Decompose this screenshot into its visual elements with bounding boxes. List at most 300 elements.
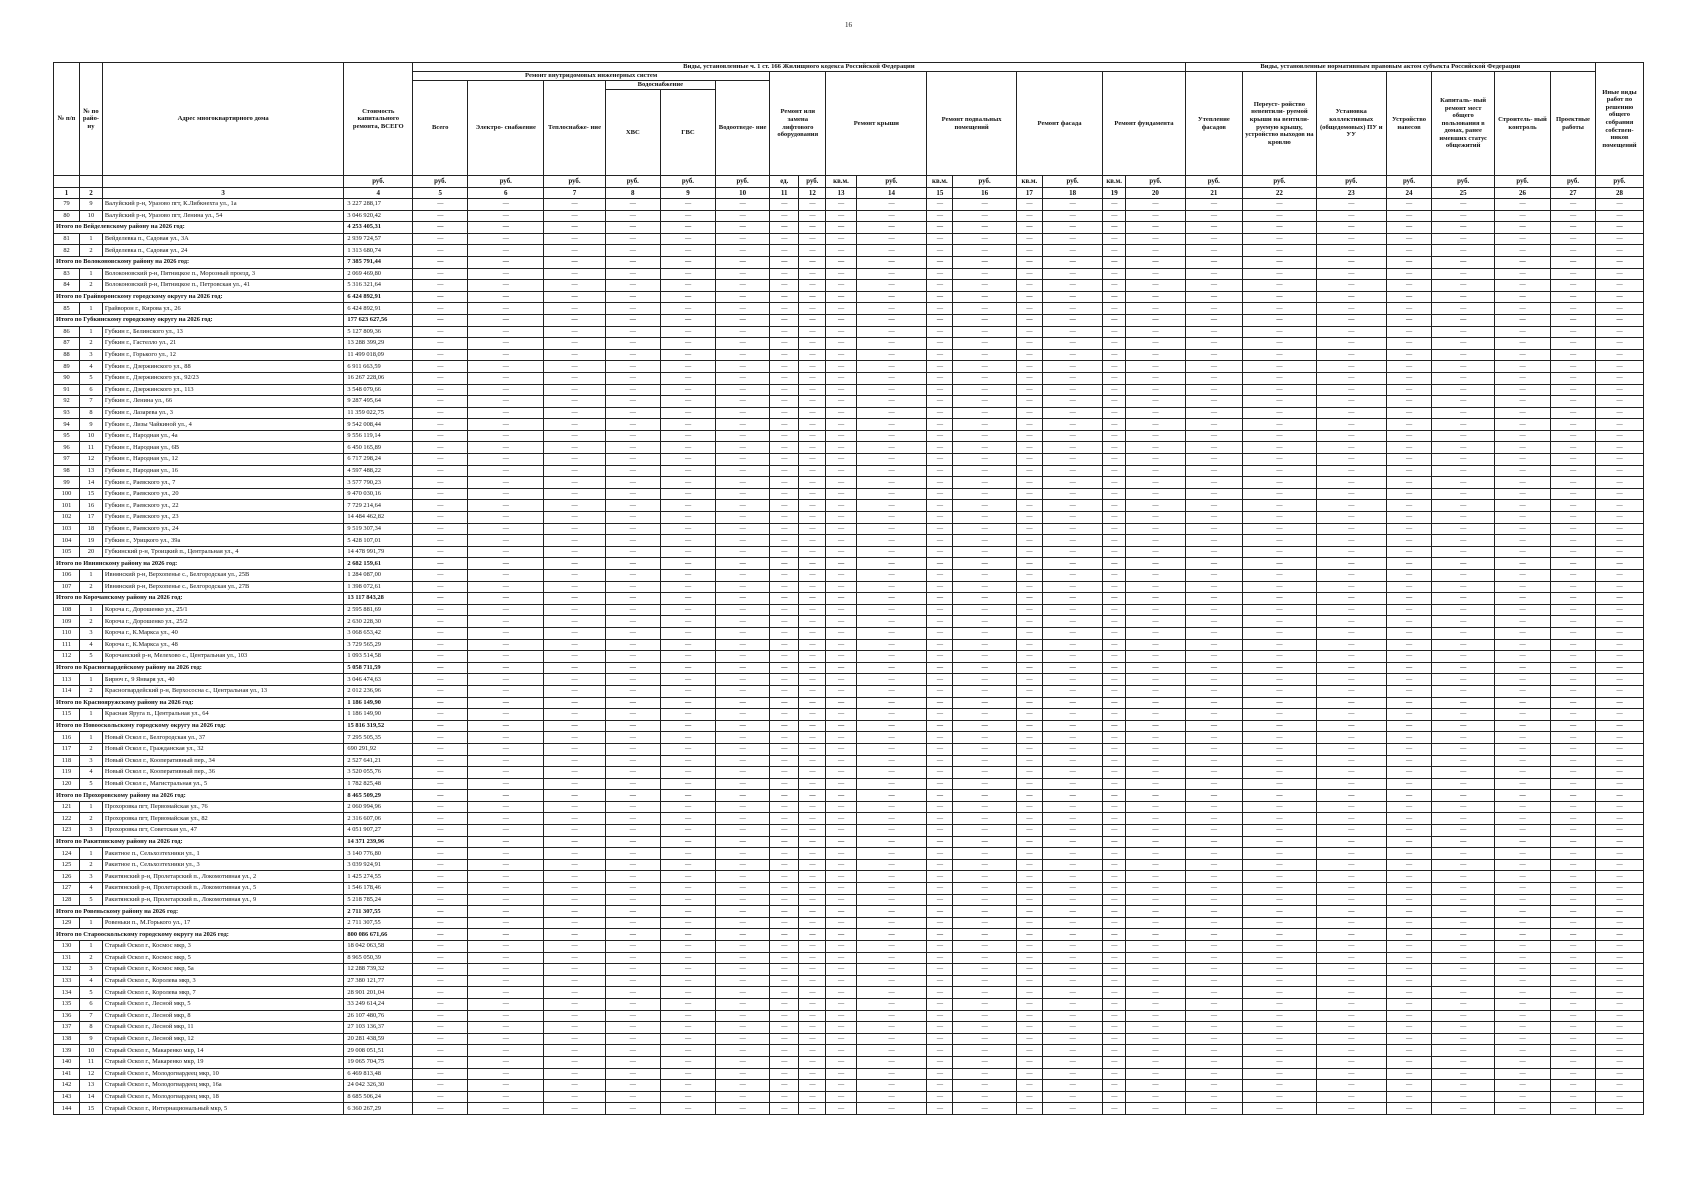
dash-cell: —: [660, 465, 715, 477]
unit-cell: ед.: [770, 176, 799, 188]
dash-cell: —: [927, 361, 953, 373]
dash-cell: —: [856, 1010, 927, 1022]
dash-cell: —: [1016, 1056, 1042, 1068]
dash-cell: —: [1126, 570, 1186, 582]
dash-cell: —: [856, 767, 927, 779]
dash-cell: —: [799, 813, 826, 825]
unit-cell: руб.: [1494, 176, 1550, 188]
dash-cell: —: [1316, 1045, 1386, 1057]
dash-cell: —: [770, 1045, 799, 1057]
dash-cell: —: [1185, 442, 1242, 454]
dash-cell: —: [770, 1068, 799, 1080]
dash-cell: —: [413, 407, 468, 419]
dash-cell: —: [1551, 1010, 1596, 1022]
dash-cell: —: [1551, 883, 1596, 895]
dash-cell: —: [770, 906, 799, 918]
table-row: [54, 349, 1644, 361]
dash-cell: —: [1185, 1091, 1242, 1103]
dash-cell: —: [1185, 454, 1242, 466]
col-header-electric: Электро- снабжение: [468, 81, 544, 176]
dash-cell: —: [660, 268, 715, 280]
dash-cell: —: [544, 743, 605, 755]
district-row-number: 7: [80, 396, 103, 408]
repair-cost: 9 470 030,16: [344, 488, 413, 500]
dash-cell: —: [660, 372, 715, 384]
dash-cell: —: [799, 836, 826, 848]
dash-cell: —: [1494, 454, 1550, 466]
district-row-number: 2: [80, 743, 103, 755]
dash-cell: —: [826, 697, 856, 709]
dash-cell: —: [605, 975, 660, 987]
dash-cell: —: [1432, 755, 1494, 767]
unit-cell: руб.: [1185, 176, 1242, 188]
dash-cell: —: [1242, 674, 1316, 686]
dash-cell: —: [1016, 442, 1042, 454]
row-number: 112: [54, 651, 80, 663]
dash-cell: —: [1386, 720, 1432, 732]
dash-cell: —: [468, 952, 544, 964]
dash-cell: —: [1551, 616, 1596, 628]
dash-cell: —: [660, 581, 715, 593]
dash-cell: —: [544, 987, 605, 999]
row-number: 98: [54, 465, 80, 477]
dash-cell: —: [1042, 1091, 1102, 1103]
dash-cell: —: [1042, 836, 1102, 848]
dash-cell: —: [1016, 674, 1042, 686]
dash-cell: —: [1316, 268, 1386, 280]
dash-cell: —: [1386, 639, 1432, 651]
dash-cell: —: [1386, 1091, 1432, 1103]
repair-cost: 8 965 050,39: [344, 952, 413, 964]
unit-cell: руб.: [468, 176, 544, 188]
dash-cell: —: [1494, 720, 1550, 732]
dash-cell: —: [1551, 210, 1596, 222]
dash-cell: —: [1016, 755, 1042, 767]
dash-cell: —: [1016, 1068, 1042, 1080]
dash-cell: —: [1242, 651, 1316, 663]
dash-cell: —: [1103, 859, 1126, 871]
dash-cell: —: [1185, 291, 1242, 303]
dash-cell: —: [1126, 883, 1186, 895]
dash-cell: —: [1185, 1068, 1242, 1080]
dash-cell: —: [1042, 790, 1102, 802]
row-number: 125: [54, 859, 80, 871]
dash-cell: —: [1386, 825, 1432, 837]
district-row-number: 1: [80, 709, 103, 721]
row-number: 140: [54, 1056, 80, 1068]
dash-cell: —: [856, 1091, 927, 1103]
dash-cell: —: [1595, 303, 1643, 315]
dash-cell: —: [413, 384, 468, 396]
dash-cell: —: [1042, 291, 1102, 303]
dash-cell: —: [927, 964, 953, 976]
dash-cell: —: [1042, 964, 1102, 976]
column-number: 20: [1126, 188, 1186, 199]
dash-cell: —: [1126, 523, 1186, 535]
dash-cell: —: [544, 685, 605, 697]
dash-cell: —: [544, 280, 605, 292]
dash-cell: —: [1595, 442, 1643, 454]
dash-cell: —: [1386, 1103, 1432, 1115]
dash-cell: —: [660, 361, 715, 373]
dash-cell: —: [1042, 1103, 1102, 1115]
dash-cell: —: [1432, 674, 1494, 686]
dash-cell: —: [1185, 210, 1242, 222]
subtotal-cost: 800 086 671,66: [344, 929, 413, 941]
dash-cell: —: [927, 338, 953, 350]
repair-cost: 2 069 469,80: [344, 268, 413, 280]
dash-cell: —: [544, 222, 605, 234]
dash-cell: —: [544, 361, 605, 373]
col-header-control: Строитель- ный контроль: [1494, 72, 1550, 176]
dash-cell: —: [1185, 697, 1242, 709]
dash-cell: —: [1126, 407, 1186, 419]
district-subtotal-row: [54, 836, 1644, 848]
dash-cell: —: [468, 372, 544, 384]
dash-cell: —: [716, 952, 770, 964]
dash-cell: —: [799, 917, 826, 929]
district-row-number: 4: [80, 361, 103, 373]
column-number: 10: [716, 188, 770, 199]
dash-cell: —: [716, 361, 770, 373]
dash-cell: —: [953, 372, 1017, 384]
dash-cell: —: [1185, 1080, 1242, 1092]
dash-cell: —: [1432, 685, 1494, 697]
district-subtotal-row: [54, 314, 1644, 326]
dash-cell: —: [1126, 535, 1186, 547]
dash-cell: —: [660, 743, 715, 755]
dash-cell: —: [1103, 778, 1126, 790]
row-number: 114: [54, 685, 80, 697]
dash-cell: —: [1595, 1010, 1643, 1022]
dash-cell: —: [826, 778, 856, 790]
dash-cell: —: [1103, 801, 1126, 813]
dash-cell: —: [1595, 1022, 1643, 1034]
dash-cell: —: [826, 987, 856, 999]
dash-cell: —: [770, 627, 799, 639]
dash-cell: —: [544, 755, 605, 767]
dash-cell: —: [1242, 280, 1316, 292]
district-subtotal-row: [54, 697, 1644, 709]
dash-cell: —: [605, 917, 660, 929]
dash-cell: —: [1185, 245, 1242, 257]
repair-cost: 3 140 776,80: [344, 848, 413, 860]
district-subtotal-row: [54, 256, 1644, 268]
dash-cell: —: [1551, 813, 1596, 825]
dash-cell: —: [799, 512, 826, 524]
dash-cell: —: [1551, 917, 1596, 929]
dash-cell: —: [799, 222, 826, 234]
dash-cell: —: [1386, 593, 1432, 605]
dash-cell: —: [544, 535, 605, 547]
dash-cell: —: [544, 396, 605, 408]
dash-cell: —: [1494, 1033, 1550, 1045]
dash-cell: —: [1126, 280, 1186, 292]
row-number: 123: [54, 825, 80, 837]
dash-cell: —: [1103, 616, 1126, 628]
dash-cell: —: [1494, 883, 1550, 895]
dash-cell: —: [605, 291, 660, 303]
dash-cell: —: [953, 604, 1017, 616]
dash-cell: —: [544, 1010, 605, 1022]
dash-cell: —: [716, 767, 770, 779]
dash-cell: —: [856, 987, 927, 999]
dash-cell: —: [605, 372, 660, 384]
dash-cell: —: [1494, 338, 1550, 350]
dash-cell: —: [605, 500, 660, 512]
dash-cell: —: [1316, 222, 1386, 234]
dash-cell: —: [799, 604, 826, 616]
dash-cell: —: [1016, 291, 1042, 303]
dash-cell: —: [1316, 465, 1386, 477]
dash-cell: —: [413, 1022, 468, 1034]
dash-cell: —: [1432, 570, 1494, 582]
repair-cost: 28 901 201,04: [344, 987, 413, 999]
building-address: Губкин г., Раевского ул., 24: [102, 523, 344, 535]
dash-cell: —: [1042, 755, 1102, 767]
dash-cell: —: [1494, 256, 1550, 268]
col-header-num: № п/п: [54, 63, 80, 176]
dash-cell: —: [927, 1022, 953, 1034]
subtotal-cost: 7 385 791,44: [344, 256, 413, 268]
dash-cell: —: [1551, 361, 1596, 373]
dash-cell: —: [770, 268, 799, 280]
dash-cell: —: [544, 349, 605, 361]
building-address: Ракитянский р-н, Пролетарский п., Локомотивная ул., 5: [102, 883, 344, 895]
dash-cell: —: [1551, 627, 1596, 639]
dash-cell: —: [826, 407, 856, 419]
dash-cell: —: [799, 210, 826, 222]
dash-cell: —: [605, 570, 660, 582]
dash-cell: —: [1494, 987, 1550, 999]
dash-cell: —: [1386, 326, 1432, 338]
subtotal-cost: 14 371 239,96: [344, 836, 413, 848]
district-row-number: 12: [80, 454, 103, 466]
dash-cell: —: [468, 720, 544, 732]
dash-cell: —: [770, 361, 799, 373]
dash-cell: —: [605, 349, 660, 361]
dash-cell: —: [1016, 488, 1042, 500]
dash-cell: —: [1386, 581, 1432, 593]
dash-cell: —: [1242, 268, 1316, 280]
dash-cell: —: [1494, 233, 1550, 245]
dash-cell: —: [544, 674, 605, 686]
dash-cell: —: [799, 430, 826, 442]
dash-cell: —: [1016, 199, 1042, 211]
dash-cell: —: [1042, 454, 1102, 466]
repair-cost: 2 060 994,96: [344, 801, 413, 813]
dash-cell: —: [1016, 1033, 1042, 1045]
building-address: Прохоровка пгт, Советская ул., 47: [102, 825, 344, 837]
dash-cell: —: [1551, 581, 1596, 593]
repair-cost: 1 546 178,46: [344, 883, 413, 895]
col-header-district-num: № по райо- ну: [80, 63, 103, 176]
dash-cell: —: [1316, 662, 1386, 674]
dash-cell: —: [1494, 1056, 1550, 1068]
dash-cell: —: [1185, 743, 1242, 755]
dash-cell: —: [770, 685, 799, 697]
col-header-meters: Установка коллективных (общедомовых) ПУ и УУ: [1316, 72, 1386, 176]
dash-cell: —: [1595, 245, 1643, 257]
dash-cell: —: [770, 743, 799, 755]
dash-cell: —: [716, 604, 770, 616]
dash-cell: —: [660, 570, 715, 582]
dash-cell: —: [1494, 941, 1550, 953]
dash-cell: —: [1316, 1091, 1386, 1103]
district-subtotal-row: [54, 906, 1644, 918]
dash-cell: —: [468, 1022, 544, 1034]
repair-cost: 6 450 165,89: [344, 442, 413, 454]
dash-cell: —: [1386, 1080, 1432, 1092]
dash-cell: —: [927, 326, 953, 338]
dash-cell: —: [1126, 268, 1186, 280]
dash-cell: —: [1103, 987, 1126, 999]
dash-cell: —: [1103, 210, 1126, 222]
dash-cell: —: [1494, 280, 1550, 292]
dash-cell: —: [770, 222, 799, 234]
dash-cell: —: [799, 546, 826, 558]
table-row: [54, 1033, 1644, 1045]
dash-cell: —: [1595, 801, 1643, 813]
dash-cell: —: [544, 523, 605, 535]
dash-cell: —: [468, 1056, 544, 1068]
dash-cell: —: [826, 465, 856, 477]
building-address: Старый Оскол г., Молодогвардеец мкр, 18: [102, 1091, 344, 1103]
district-row-number: 18: [80, 523, 103, 535]
dash-cell: —: [1126, 338, 1186, 350]
district-row-number: 2: [80, 245, 103, 257]
dash-cell: —: [544, 627, 605, 639]
row-number: 102: [54, 512, 80, 524]
dash-cell: —: [770, 790, 799, 802]
dash-cell: —: [660, 848, 715, 860]
dash-cell: —: [927, 790, 953, 802]
dash-cell: —: [856, 210, 927, 222]
dash-cell: —: [605, 697, 660, 709]
dash-cell: —: [1551, 1022, 1596, 1034]
dash-cell: —: [660, 1080, 715, 1092]
dash-cell: —: [856, 396, 927, 408]
dash-cell: —: [799, 975, 826, 987]
dash-cell: —: [1185, 280, 1242, 292]
dash-cell: —: [856, 1045, 927, 1057]
dash-cell: —: [468, 987, 544, 999]
repair-cost: 3 520 055,76: [344, 767, 413, 779]
dash-cell: —: [826, 883, 856, 895]
row-number: 131: [54, 952, 80, 964]
dash-cell: —: [1242, 790, 1316, 802]
dash-cell: —: [1595, 314, 1643, 326]
dash-cell: —: [1386, 233, 1432, 245]
dash-cell: —: [1016, 1010, 1042, 1022]
dash-cell: —: [544, 964, 605, 976]
dash-cell: —: [799, 929, 826, 941]
column-number: 16: [953, 188, 1017, 199]
dash-cell: —: [826, 767, 856, 779]
building-address: Новый Оскол г., Магистральная ул., 5: [102, 778, 344, 790]
dash-cell: —: [413, 488, 468, 500]
repair-cost: 6 360 267,29: [344, 1103, 413, 1115]
dash-cell: —: [1016, 743, 1042, 755]
dash-cell: —: [660, 755, 715, 767]
dash-cell: —: [1386, 952, 1432, 964]
dash-cell: —: [716, 616, 770, 628]
dash-cell: —: [1386, 685, 1432, 697]
dash-cell: —: [1494, 755, 1550, 767]
dash-cell: —: [660, 917, 715, 929]
dash-cell: —: [1242, 303, 1316, 315]
dash-cell: —: [826, 268, 856, 280]
dash-cell: —: [716, 303, 770, 315]
dash-cell: —: [1016, 1045, 1042, 1057]
dash-cell: —: [856, 512, 927, 524]
dash-cell: —: [1103, 523, 1126, 535]
dash-cell: —: [1432, 430, 1494, 442]
dash-cell: —: [1432, 546, 1494, 558]
row-number: 107: [54, 581, 80, 593]
dash-cell: —: [826, 743, 856, 755]
dash-cell: —: [1386, 303, 1432, 315]
dash-cell: —: [660, 384, 715, 396]
dash-cell: —: [1595, 894, 1643, 906]
dash-cell: —: [1242, 894, 1316, 906]
dash-cell: —: [1595, 407, 1643, 419]
dash-cell: —: [1595, 581, 1643, 593]
dash-cell: —: [770, 338, 799, 350]
table-row: [54, 361, 1644, 373]
dash-cell: —: [1551, 488, 1596, 500]
dash-cell: —: [953, 512, 1017, 524]
dash-cell: —: [413, 929, 468, 941]
dash-cell: —: [660, 233, 715, 245]
dash-cell: —: [660, 245, 715, 257]
row-number: 120: [54, 778, 80, 790]
dash-cell: —: [716, 199, 770, 211]
dash-cell: —: [716, 790, 770, 802]
dash-cell: —: [1595, 662, 1643, 674]
repair-cost: 6 424 892,91: [344, 303, 413, 315]
dash-cell: —: [413, 291, 468, 303]
dash-cell: —: [1595, 268, 1643, 280]
dash-cell: —: [1551, 442, 1596, 454]
dash-cell: —: [1126, 488, 1186, 500]
dash-cell: —: [1432, 384, 1494, 396]
dash-cell: —: [413, 964, 468, 976]
dash-cell: —: [826, 233, 856, 245]
dash-cell: —: [1103, 917, 1126, 929]
repair-cost: 1 425 274,55: [344, 871, 413, 883]
dash-cell: —: [1432, 210, 1494, 222]
dash-cell: —: [799, 651, 826, 663]
dash-cell: —: [716, 813, 770, 825]
dash-cell: —: [1386, 477, 1432, 489]
dash-cell: —: [953, 651, 1017, 663]
dash-cell: —: [1103, 1056, 1126, 1068]
dash-cell: —: [1042, 616, 1102, 628]
repair-cost: 3 577 790,23: [344, 477, 413, 489]
district-row-number: 1: [80, 268, 103, 280]
dash-cell: —: [799, 1045, 826, 1057]
dash-cell: —: [1494, 825, 1550, 837]
dash-cell: —: [1185, 709, 1242, 721]
dash-cell: —: [1126, 720, 1186, 732]
dash-cell: —: [1016, 627, 1042, 639]
dash-cell: —: [1042, 419, 1102, 431]
repair-cost: 6 469 813,48: [344, 1068, 413, 1080]
dash-cell: —: [1126, 975, 1186, 987]
district-row-number: 2: [80, 952, 103, 964]
unit-cell: руб.: [1551, 176, 1596, 188]
